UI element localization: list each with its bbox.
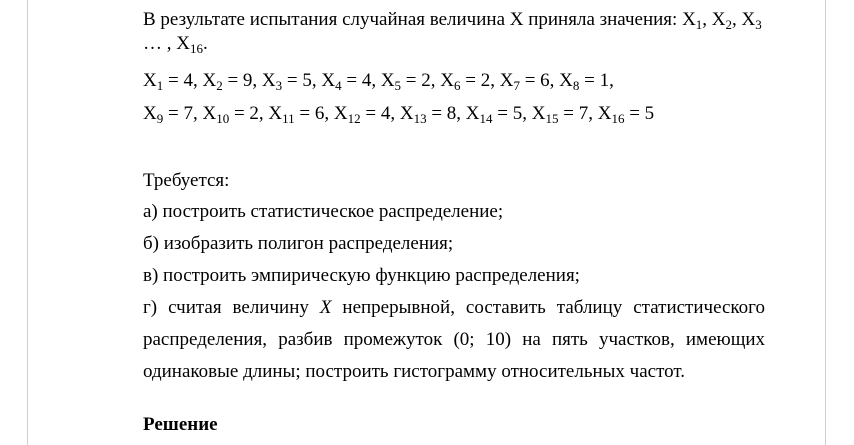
value-index: 1 <box>156 78 164 93</box>
equals-sign: = <box>401 70 422 91</box>
value-entry <box>532 103 588 124</box>
equals-sign: = <box>460 70 481 91</box>
separator: , X <box>732 9 756 30</box>
requirement-b: б) изобразить полигон распределения; <box>143 233 454 254</box>
value-index: 2 <box>216 78 223 93</box>
value-entry <box>143 70 193 91</box>
variable-symbol: X <box>440 70 454 91</box>
value-entry <box>262 70 312 91</box>
subscript: 16 <box>189 41 203 56</box>
row-end-punctuation: , <box>609 70 614 91</box>
left-margin-rule <box>27 0 28 445</box>
equals-sign: = <box>163 103 184 124</box>
requirement-c: в) построить эмпирическую функцию распределения; <box>143 265 580 286</box>
value-entry <box>321 70 371 91</box>
variable-symbol: X <box>268 103 283 124</box>
values-row-1: $X_1 = 4$, $X_2 = 9$, $X_3 = 5$, $X_4 = 4$, $X_5 = 2$, $X_6 = 2$, $X_7 = 6$, $X_8 = 1$, <box>143 70 614 93</box>
value-entry <box>598 103 654 124</box>
value-number: 8 <box>446 103 457 124</box>
solution-heading: Решение <box>143 414 218 435</box>
variable-symbol: X <box>465 103 480 124</box>
separator: , X <box>702 9 726 30</box>
value-entry <box>381 70 431 91</box>
intro-text: … , X <box>143 33 190 54</box>
value-number: 4 <box>183 70 193 91</box>
equals-sign: = <box>222 70 243 91</box>
value-number: 7 <box>183 103 193 124</box>
value-entry <box>202 103 258 124</box>
variable-symbol: X <box>321 70 336 91</box>
requirement-d-text: г) считая величину <box>143 297 320 318</box>
subscript: 1 <box>695 17 703 32</box>
value-number: 6 <box>314 103 325 124</box>
equals-sign: = <box>426 103 447 124</box>
variable-symbol: X <box>143 103 157 124</box>
intro-text: . <box>202 33 208 54</box>
value-number: 5 <box>512 103 523 124</box>
value-entry <box>400 103 456 124</box>
requirement-a: а) построить статистическое распределение; <box>143 201 504 222</box>
variable-symbol: X <box>399 103 414 124</box>
equals-sign: = <box>492 103 513 124</box>
value-number: 2 <box>249 103 259 124</box>
value-number: 2 <box>480 70 491 91</box>
variable-symbol: X <box>143 70 157 91</box>
value-entry <box>466 103 522 124</box>
value-index: 6 <box>454 78 461 93</box>
value-index: 14 <box>479 111 493 126</box>
value-index: 5 <box>394 78 402 93</box>
value-entry <box>202 70 252 91</box>
intro-line-1 <box>143 9 762 31</box>
requirement-d-line-3: одинаковые длины; построить гистограмму относительных частот. <box>143 361 686 382</box>
equals-sign: = <box>624 103 645 124</box>
right-margin-rule <box>825 0 826 445</box>
subscript: 2 <box>725 17 733 32</box>
variable-symbol: X <box>380 70 395 91</box>
value-index: 4 <box>335 78 342 93</box>
value-index: 3 <box>275 78 283 93</box>
equals-sign: = <box>519 70 541 91</box>
equals-sign: = <box>282 70 303 91</box>
variable-symbol: X <box>499 70 514 91</box>
value-index: 13 <box>413 111 427 126</box>
value-index: 16 <box>611 111 625 126</box>
values-row-2: $X_9 = 7$, $X_{10} = 2$, $X_{11} = 6$, $X_{12} = 4$, $X_{13} = 8$, $X_{14} = 5$, $X_{15} = 7$, $X_{16} = 5$ <box>143 103 655 126</box>
intro-line-2 <box>143 33 208 55</box>
value-index: 8 <box>572 78 580 93</box>
value-index: 11 <box>282 111 295 126</box>
value-number: 7 <box>578 103 589 124</box>
value-number: 5 <box>644 103 655 124</box>
value-index: 9 <box>156 111 164 126</box>
value-number: 5 <box>302 70 312 91</box>
value-index: 12 <box>347 111 361 126</box>
equals-sign: = <box>163 70 184 91</box>
variable-symbol: X <box>333 103 348 124</box>
equals-sign: = <box>558 103 579 124</box>
requirement-d-text: непрерывной, составить таблицу статистического <box>331 297 765 318</box>
value-number: 2 <box>421 70 431 91</box>
value-index: 15 <box>545 111 559 126</box>
value-entry <box>268 103 324 124</box>
value-entry <box>559 70 609 91</box>
value-entry <box>440 70 490 91</box>
equals-sign: = <box>341 70 362 91</box>
requirement-d-line-1 <box>143 297 765 319</box>
variable-symbol: X <box>202 103 217 124</box>
intro-text: В результате испытания случайная величина X приняла значения: X <box>143 9 696 30</box>
equals-sign: = <box>294 103 315 124</box>
variable-symbol: X <box>597 103 612 124</box>
value-number: 1 <box>599 70 610 91</box>
value-number: 4 <box>361 70 372 91</box>
subscript: 3 <box>755 17 762 32</box>
requirement-d-line-2: распределения, разбив промежуток (0; 10) на пять участков, имеющих <box>143 329 765 350</box>
value-entry <box>143 103 193 124</box>
value-number: 6 <box>540 70 550 91</box>
equals-sign: = <box>360 103 381 124</box>
value-entry <box>500 70 550 91</box>
value-index: 10 <box>216 111 230 126</box>
value-number: 4 <box>380 103 391 124</box>
variable-symbol: X <box>202 70 217 91</box>
variable-symbol: X <box>559 70 573 91</box>
variable-x: X <box>319 297 332 318</box>
variable-symbol: X <box>531 103 546 124</box>
requirements-heading: Требуется: <box>143 170 230 191</box>
equals-sign: = <box>229 103 250 124</box>
equals-sign: = <box>579 70 600 91</box>
value-number: 9 <box>242 70 253 91</box>
variable-symbol: X <box>261 70 276 91</box>
value-entry <box>334 103 390 124</box>
value-index: 7 <box>513 78 520 93</box>
